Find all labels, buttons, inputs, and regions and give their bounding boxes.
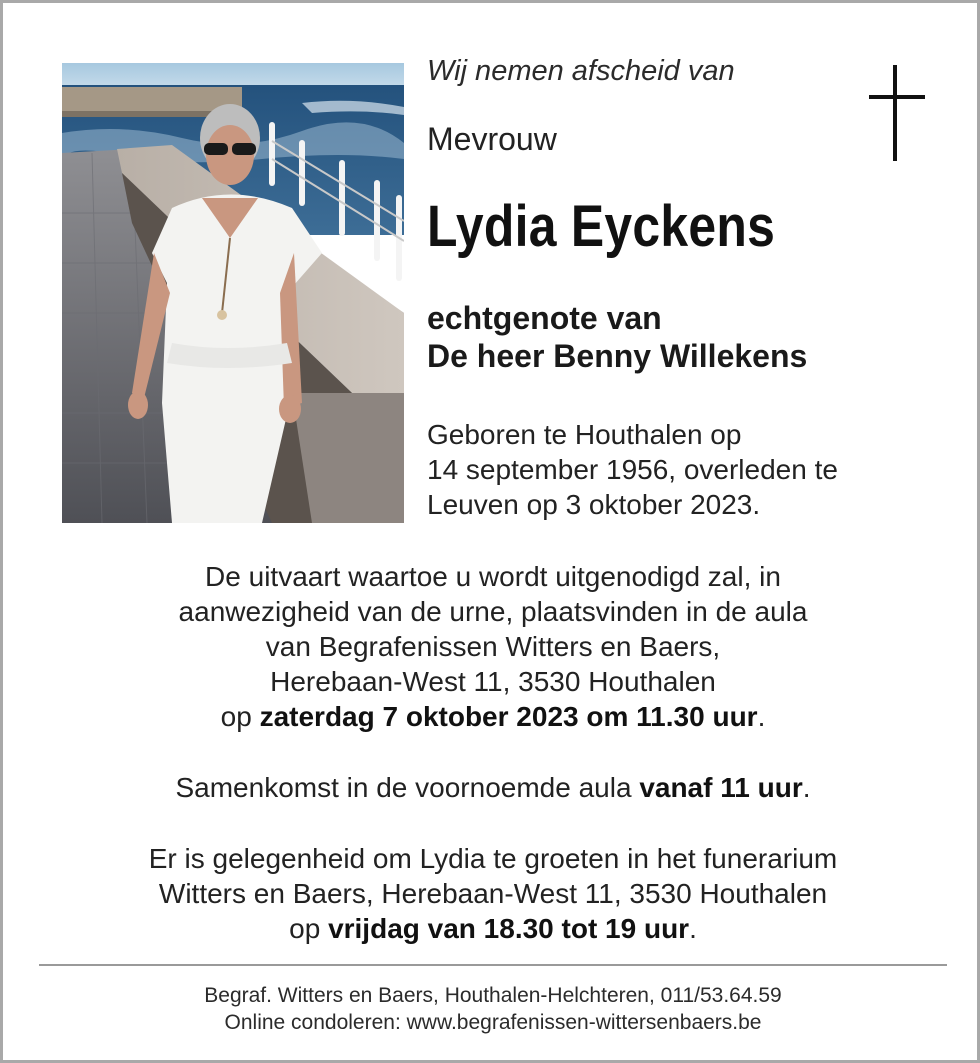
portrait-photo [62,63,404,523]
funeral-announcement [3,559,980,734]
funeral-date-suffix: . [757,701,766,732]
footer-divider [39,964,947,966]
deceased-name: Lydia Eyckens [427,194,776,259]
funeral-home-contact: Begraf. Witters en Baers, Houthalen-Helchteren, 011/53.64.59 [204,984,782,1007]
visitation-note [3,841,980,946]
funeral-date-prefix: op [220,701,260,732]
gathering-time: vanaf 11 uur [639,772,803,803]
latin-cross-icon [867,65,927,163]
funeral-line-5 [3,699,980,734]
spouse-block [427,299,807,375]
funeral-line-3: van Begrafenissen Witters en Baers, [265,631,721,662]
visitation-prefix: op [289,913,329,944]
birth-death-block [427,417,838,522]
spouse-name: De heer Benny Willekens [427,338,808,374]
birth-line-1: Geboren te Houthalen op [427,419,742,450]
footer [3,982,980,1036]
visitation-line-1: Er is gelegenheid om Lydia te groeten in het funerarium [148,843,838,874]
gathering-suffix: . [802,772,811,803]
visitation-line-2: Witters en Baers, Herebaan-West 11, 3530 Houthalen [158,878,828,909]
visitation-line-3 [3,911,980,946]
visitation-time: vrijdag van 18.30 tot 19 uur [328,913,690,944]
honorific: Mevrouw [427,121,557,157]
funeral-line-1: De uitvaart waartoe u wordt uitgenodigd zal, in [205,561,781,592]
gathering-line [3,770,980,805]
funeral-line-2: aanwezigheid van de urne, plaatsvinden in de aula [178,596,808,627]
funeral-line-4: Herebaan-West 11, 3530 Houthalen [270,666,716,697]
farewell-intro: Wij nemen afscheid van [427,55,735,87]
spouse-label: echtgenote van [427,300,662,336]
funeral-date: zaterdag 7 oktober 2023 om 11.30 uur [259,701,758,732]
gathering-prefix: Samenkomst in de voornoemde aula [175,772,640,803]
birth-line-3: Leuven op 3 oktober 2023. [427,489,761,520]
gathering-note [3,770,980,805]
online-condolences: Online condoleren: www.begrafenissen-wittersenbaers.be [224,1011,762,1034]
birth-line-2: 14 september 1956, overleden te [427,454,838,485]
visitation-suffix: . [689,913,697,944]
